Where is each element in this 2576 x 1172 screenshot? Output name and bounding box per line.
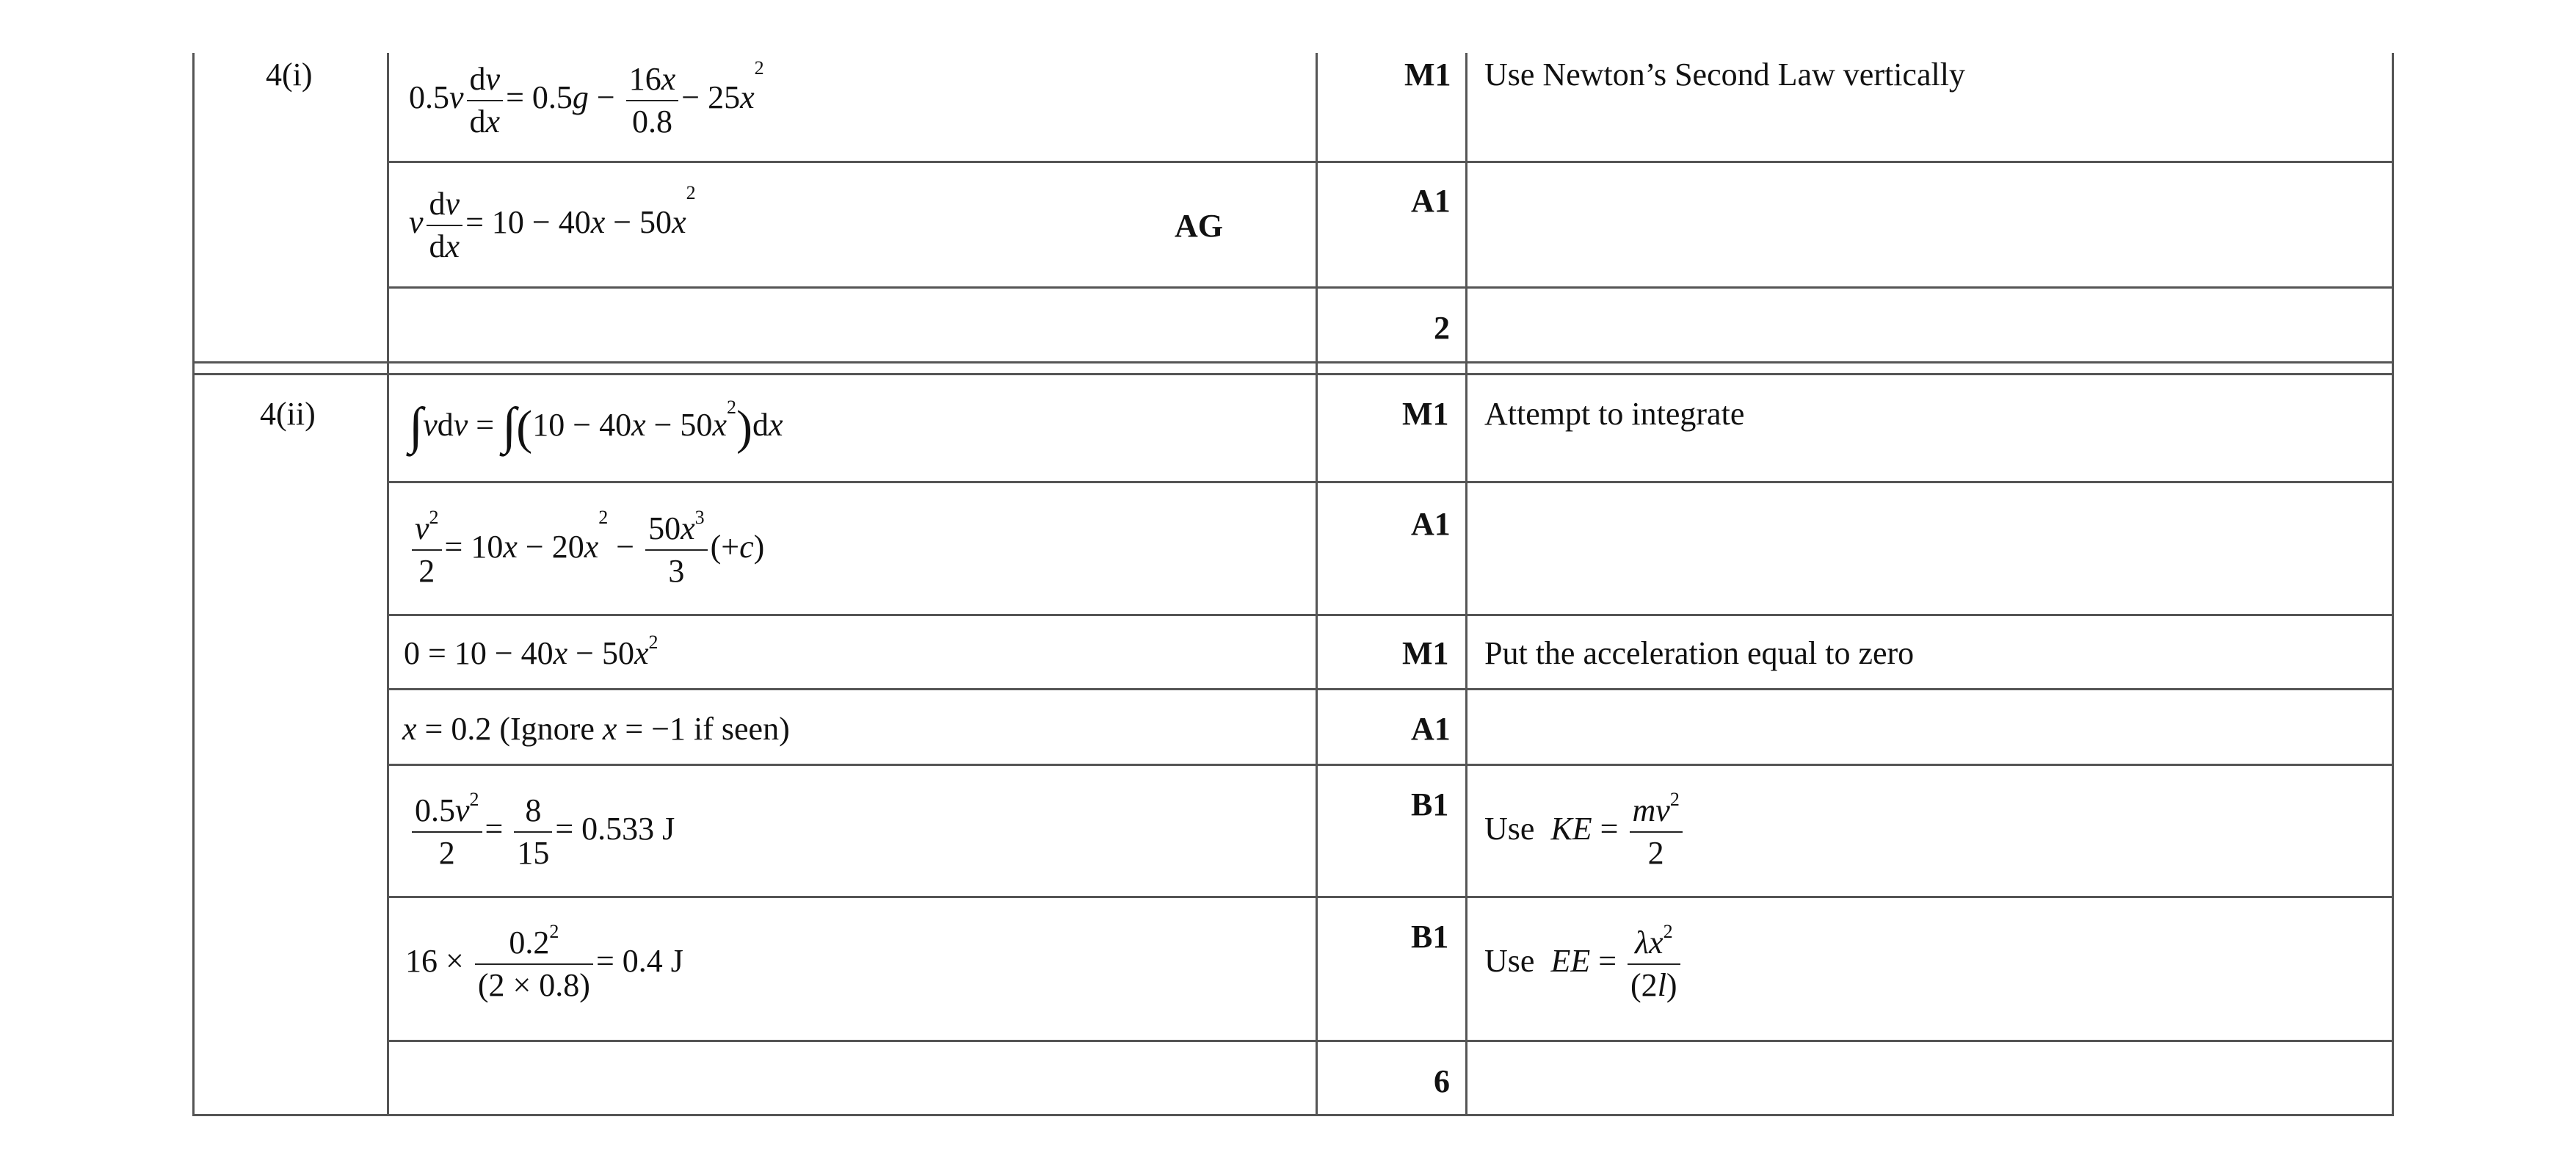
guidance-ee-formula: Use EE = $\frac{\lambda x^2}{(2l)}$ — [1484, 927, 1683, 1002]
guidance-text: Attempt to integrate — [1484, 396, 1745, 432]
guidance-text: Use — [1484, 811, 1535, 847]
row-line — [387, 764, 2394, 766]
marks-label: A1 — [1411, 711, 1451, 747]
marks-label: M1 — [1402, 635, 1449, 671]
marks-total: 2 — [1434, 310, 1450, 346]
equation-kinetic-energy: $\frac{0.5v^2}{2}$ = $\frac{8}{15}$ = 0.533 J — [409, 795, 675, 869]
marks-label: M1 — [1402, 396, 1449, 432]
answer-given-label: AG — [1175, 208, 1223, 244]
if-seen-note: if seen) — [694, 711, 790, 747]
row-line — [387, 286, 2394, 289]
ignore-note: (Ignore — [499, 711, 595, 747]
row-line — [387, 896, 2394, 898]
row-line — [387, 688, 2394, 690]
solution-x: x = 0.2 (Ignore x = −1 if seen) — [402, 711, 790, 747]
equation-integral: $\int vdv = \int(10 - 40x - 50x^2)dx$ — [409, 397, 783, 455]
table-border-left — [192, 53, 195, 1116]
guidance-text: Use Newton’s Second Law vertically — [1484, 57, 1965, 93]
equation-zero-acceleration: $0 = 10 - 40x - 50x^2$ — [404, 632, 658, 671]
marks-total: 6 — [1434, 1063, 1450, 1099]
guidance-text: Use — [1484, 943, 1535, 980]
guidance-ke-formula: Use KE = $\frac{mv^2}{2}$ — [1484, 795, 1686, 869]
table-divider-question — [387, 53, 389, 1116]
marks-label: M1 — [1404, 57, 1451, 93]
question-label: 4(i) — [266, 57, 313, 93]
marks-label: B1 — [1411, 786, 1449, 822]
row-line — [387, 481, 2394, 483]
question-label: 4(ii) — [260, 396, 316, 432]
equation-elastic-energy: 16 × $\frac{0.2^2}{(2 \times 0.8)}$ = 0.4 J — [405, 921, 683, 1003]
table-border-bottom — [192, 1114, 2394, 1116]
marks-label: A1 — [1411, 506, 1451, 542]
equation-integrated: $\frac{v^2}{2}$ = $10x - 20x^2$ − $\frac{50x^3}{3}$ (+c) — [409, 513, 764, 587]
row-line — [387, 614, 2394, 616]
table-divider-answer — [1316, 53, 1318, 1116]
equation-newton: 0.5v $\frac{dv}{dx}$ = 0.5g − $\frac{16x}{0.8}$ − $25x^2$ — [409, 57, 764, 140]
marks-label: B1 — [1411, 919, 1449, 955]
table-divider-marks — [1465, 53, 1467, 1116]
marks-label: A1 — [1411, 183, 1451, 219]
row-line — [387, 1040, 2394, 1042]
guidance-text: Put the acceleration equal to zero — [1484, 635, 1915, 671]
section-separator — [192, 373, 2394, 375]
section-separator — [192, 361, 2394, 363]
row-line — [387, 161, 2394, 163]
equation-result: v $\frac{dv}{dx}$ = $10 - 40x - 50x^2$ — [409, 182, 696, 264]
table-border-right — [2392, 53, 2394, 1116]
